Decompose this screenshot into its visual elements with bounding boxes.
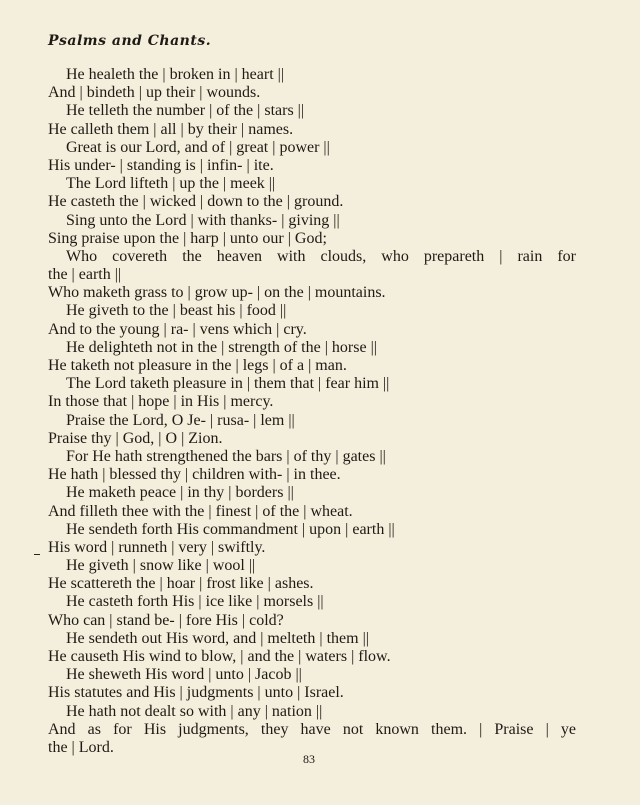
text-line: His under- | standing is | infin- | ite. — [48, 156, 274, 174]
text-line: In those that | hope | in His | mercy. — [48, 393, 274, 411]
text-line: And | bindeth | up their | wounds. — [48, 84, 261, 102]
text-line: Praise the Lord, O Je- | rusa- | lem || — [66, 411, 295, 429]
page-number: 83 — [303, 752, 315, 766]
text-line: He casteth forth His | ice like | morsels || — [66, 593, 324, 611]
text-line: He giveth | snow like | wool || — [66, 557, 256, 575]
text-line: Praise thy | God, | O | Zion. — [48, 429, 223, 447]
text-line: He healeth the | broken in | heart || — [66, 66, 285, 83]
text-line: He hath not dealt so with | any | nation || — [66, 702, 323, 720]
text-line: He causeth His wind to blow, | and the | waters | flow. — [48, 648, 391, 665]
text-line: And filleth thee with the | finest | of the | wheat. — [48, 502, 353, 520]
text-line: He telleth the number | of the | stars || — [66, 102, 305, 120]
text-line: And to the young | ra- | vens which | cry. — [48, 320, 307, 338]
text-line: Who covereth the heaven with clouds, who prepareth | rain for — [66, 247, 576, 265]
text-line: He taketh not pleasure in the | legs | of a | man. — [48, 357, 347, 374]
text-line: The Lord lifteth | up the | meek || — [66, 175, 276, 193]
text-line: He calleth them | all | by their | names. — [48, 120, 294, 138]
running-header: Psalms and Chants. — [48, 33, 212, 49]
text-line: His statutes and His | judgments | unto | Israel. — [48, 684, 344, 702]
text-line: Sing praise upon the | harp | unto our | God; — [48, 229, 327, 247]
text-line: He sendeth out His word, and | melteth | them || — [66, 629, 369, 647]
text-line: For He hath strengthened the bars | of thy | gates || — [66, 447, 386, 465]
text-line: He casteth the | wicked | down to the | ground. — [48, 193, 344, 211]
text-line: the | earth || — [48, 266, 122, 284]
text-line: the | Lord. — [48, 738, 114, 756]
text-line: He sendeth forth His commandment | upon | earth || — [66, 520, 395, 538]
text-line: He giveth to the | beast his | food || — [66, 302, 287, 320]
text-line: Who can | stand be- | fore His | cold? — [48, 611, 284, 629]
text-line: And as for His judgments, they have not known them. | Praise | ye — [48, 720, 576, 738]
text-line: He sheweth His word | unto | Jacob || — [66, 666, 302, 684]
psalm-text — [48, 66, 576, 757]
text-line: His word | runneth | very | swiftly. — [48, 538, 266, 556]
text-line: Sing unto the Lord | with thanks- | giving || — [66, 211, 340, 229]
text-line: He delighteth not in the | strength of the | horse || — [66, 338, 377, 356]
text-line: Great is our Lord, and of | great | power || — [66, 138, 330, 156]
text-line: He hath | blessed thy | children with- | in thee. — [48, 466, 341, 484]
margin-mark — [34, 554, 40, 555]
text-line: He scattereth the | hoar | frost like | ashes. — [48, 575, 314, 593]
text-line: He maketh peace | in thy | borders || — [66, 484, 294, 502]
text-line: Who maketh grass to | grow up- | on the | mountains. — [48, 284, 386, 302]
text-line: The Lord taketh pleasure in | them that | fear him || — [66, 375, 390, 393]
